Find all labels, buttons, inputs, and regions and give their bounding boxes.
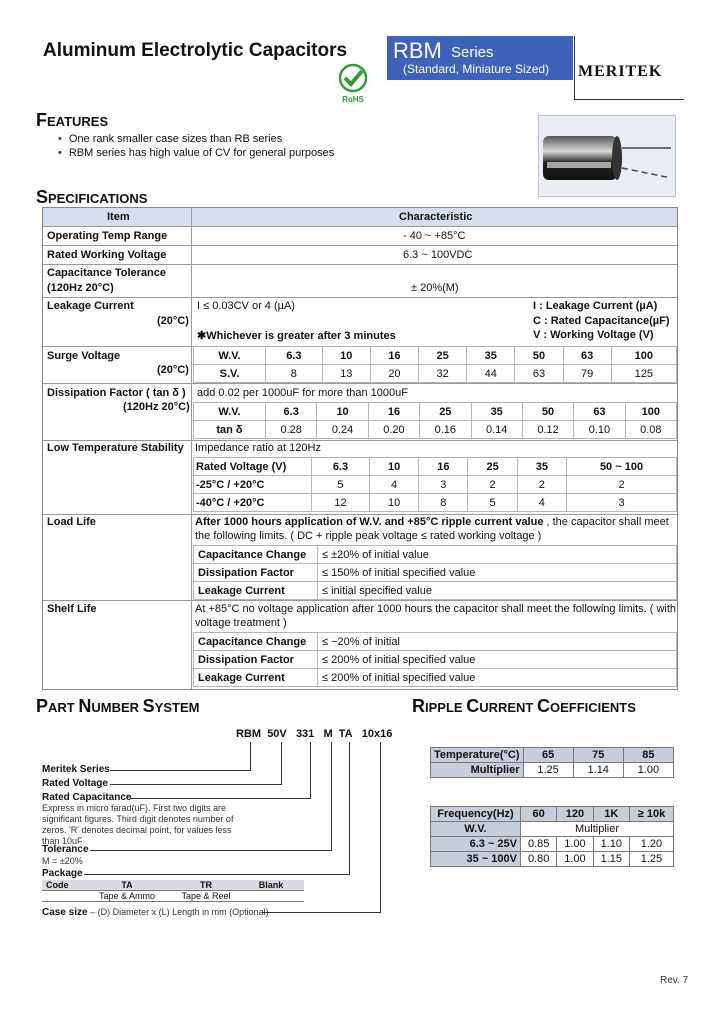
leakage-formula: I ≤ 0.03CV or 4 (µA) xyxy=(197,300,295,312)
pn-series-label: Meritek Series xyxy=(42,764,110,775)
shelf-life-label: Shelf Life xyxy=(47,603,97,615)
cap-tol-cond: (120Hz 20°C) xyxy=(47,282,114,294)
col-characteristic: Characteristic xyxy=(399,211,473,223)
surge-label: Surge Voltage xyxy=(47,350,121,362)
cap-tol-label: Capacitance Tolerance xyxy=(47,267,167,279)
series-banner xyxy=(387,36,573,80)
load-life-table: Capacitance Change ≤ ±20% of initial value Dissipation Factor ≤ 150% of initial specified value Leakage Current ≤ initial specified value xyxy=(193,545,677,600)
specifications-heading: SPECIFICATIONS xyxy=(36,187,148,207)
op-temp-label: Operating Temp Range xyxy=(47,230,168,242)
revision-label: Rev. 7 xyxy=(660,975,689,986)
df-table: W.V. 6.3 10 16 25 35 50 63 100 tan δ 0.28 0.24 0.20 0.16 0.14 0.12 0.10 0.08 xyxy=(193,402,677,439)
specifications-table xyxy=(42,207,678,690)
df-cond: (120Hz 20°C) xyxy=(123,401,190,413)
pn-case-size: Case size – (D) Diameter x (L) Length in mm (Optional) xyxy=(42,907,269,918)
op-temp-value: - 40 ~ +85°C xyxy=(403,230,466,242)
shelf-life-table: Capacitance Change ≤ −20% of initial Dissipation Factor ≤ 200% of initial specified value Leakage Current ≤ 200% of initial specified value xyxy=(193,632,677,687)
rated-voltage-value: 6.3 ~ 100VDC xyxy=(403,249,473,261)
shelf-life-line2: voltage treatment ) xyxy=(195,617,287,629)
lts-label: Low Temperature Stability xyxy=(47,442,184,454)
pn-tolerance-note: M = ±20% xyxy=(42,856,83,866)
ripple-freq-table: Frequency(Hz) 60 120 1K ≥ 10k W.V. Multiplier 6.3 ~ 25V 0.85 1.00 1.10 1.20 35 ~ 100V 0.80 1.00 1.15 1.25 xyxy=(430,806,674,867)
package-table: Code TA TR Blank Tape & Ammo Tape & Reel xyxy=(42,880,304,902)
series-word: Series xyxy=(451,44,494,61)
features-heading: FEATURES xyxy=(36,110,109,130)
load-life-line2: the following limits. ( DC + ripple peak voltage ≤ rated working voltage ) xyxy=(195,530,542,542)
pn-voltage-label: Rated Voltage xyxy=(42,778,108,789)
feature-item: • RBM series has high value of CV for general purposes xyxy=(58,146,334,160)
leakage-legend-i: I : Leakage Current (µA) xyxy=(533,300,658,312)
pn-capacitance-note: Express in micro farad(uF). First two digits are significant figures. Third digit denotes number of zeros. 'R' denotes decimal point, for values less than 10uF xyxy=(42,803,234,846)
rohs-label: RoHS xyxy=(342,95,364,104)
pn-tolerance-label: Tolerance xyxy=(42,844,89,855)
brand-logo: MERITEK xyxy=(578,63,663,80)
page-title: Aluminum Electrolytic Capacitors xyxy=(43,40,348,61)
col-item: Item xyxy=(107,211,130,223)
pn-package-label: Package xyxy=(42,868,83,879)
lts-note: Impedance ratio at 120Hz xyxy=(195,442,321,454)
series-code: RBM xyxy=(393,38,442,63)
leakage-legend-c: C : Rated Capacitance(µF) xyxy=(533,315,670,327)
lts-table: Rated Voltage (V) 6.3 10 16 25 35 50 ~ 100 -25°C / +20°C 5 4 3 2 2 2 -40°C / +20°C 12 10 8 5 4 3 xyxy=(193,457,677,512)
leakage-label: Leakage Current xyxy=(47,300,134,312)
features-list xyxy=(58,132,334,160)
ripple-heading: RIPPLE CURRENT COEFFICIENTS xyxy=(412,696,636,716)
load-life-line1: After 1000 hours application of W.V. and +85°C ripple current value , the capacitor shall meet xyxy=(195,516,669,528)
df-label: Dissipation Factor ( tan δ ) xyxy=(47,387,186,399)
surge-cond: (20°C) xyxy=(157,364,189,376)
shelf-life-line1: At +85°C no voltage application after 1000 hours the capacitor shall meet the following limits. ( with xyxy=(195,603,677,615)
leakage-cond: (20°C) xyxy=(157,315,189,327)
part-number-example: RBM 50V 331 M TA 10x16 xyxy=(236,728,393,740)
leakage-note: ✱Whichever is greater after 3 minutes xyxy=(197,330,396,342)
rohs-icon xyxy=(336,62,370,104)
spec-header-row xyxy=(43,208,677,226)
capacitor-image xyxy=(538,115,676,197)
series-subtitle: (Standard, Miniature Sized) xyxy=(403,62,550,76)
cap-tol-value: ± 20%(M) xyxy=(411,282,459,294)
ripple-temp-table: Temperature(°C) 65 75 85 Multiplier 1.25 1.14 1.00 xyxy=(430,747,674,778)
df-note: add 0.02 per 1000uF for more than 1000uF xyxy=(197,387,408,399)
load-life-label: Load Life xyxy=(47,516,96,528)
pn-capacitance-label: Rated Capacitance xyxy=(42,792,132,803)
feature-item: • One rank smaller case sizes than RB series xyxy=(58,132,334,146)
surge-table: W.V. 6.3 10 16 25 35 50 63 100 S.V. 8 13 20 32 44 63 79 125 xyxy=(193,346,677,383)
rated-voltage-label: Rated Working Voltage xyxy=(47,249,167,261)
part-number-heading: PART NUMBER SYSTEM xyxy=(36,696,200,716)
leakage-legend-v: V : Working Voltage (V) xyxy=(533,329,654,341)
